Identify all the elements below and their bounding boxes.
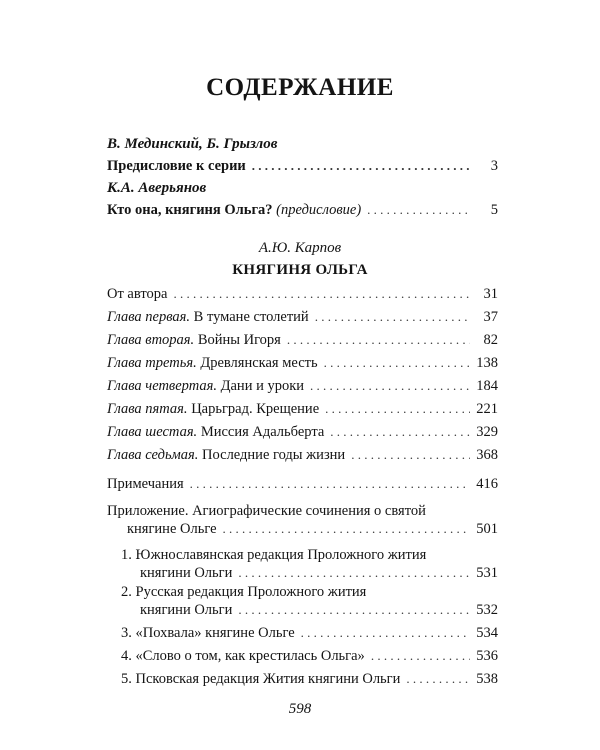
toc-entry-chapter-2[interactable]: [107, 330, 498, 350]
page-number: 531: [476, 565, 498, 581]
entry-label: «Слово о том, как крестилась Ольга»: [135, 648, 365, 664]
entry-label: Древлянская месть: [200, 355, 318, 371]
leader-dots: [252, 156, 470, 176]
book-author: А.Ю. Карпов: [258, 240, 342, 256]
sub-entry-1-line1: [121, 545, 426, 565]
entry-label: Псковская редакция Жития княгини Ольги: [135, 671, 401, 687]
toc-entry-sub-2[interactable]: [140, 600, 498, 620]
leader-dots: [238, 563, 470, 583]
entry-label: Миссия Адальберта: [200, 424, 325, 440]
chapter-number: Глава седьмая.: [107, 447, 199, 463]
leader-dots: [310, 376, 470, 396]
leader-dots: [330, 422, 470, 442]
toc-entry-chapter-5[interactable]: [107, 399, 498, 419]
entry-label: княгини Ольги: [140, 565, 233, 581]
entry-label: княгине Ольге: [127, 521, 217, 537]
chapter-number: Глава шестая.: [107, 424, 198, 440]
page-number: 416: [476, 476, 498, 492]
leader-dots: [315, 307, 470, 327]
page-number: 329: [476, 424, 498, 440]
page-number: 184: [476, 378, 498, 394]
leader-dots: [287, 330, 470, 350]
entry-label: княгини Ольги: [140, 602, 233, 618]
entry-label: Кто она, княгиня Ольга?: [107, 202, 273, 218]
toc-entry-notes[interactable]: [107, 474, 498, 494]
page-number: 536: [476, 648, 498, 664]
page-number: 221: [476, 401, 498, 417]
leader-dots: [371, 646, 470, 666]
leader-dots: [406, 669, 470, 689]
page-number: 3: [490, 158, 498, 174]
entry-label: В тумане столетий: [193, 309, 309, 325]
chapter-number: Глава пятая.: [107, 401, 188, 417]
entry-note: (предисловие): [276, 202, 362, 218]
leader-dots: [324, 353, 470, 373]
leader-dots: [301, 623, 470, 643]
page-number: 538: [476, 671, 498, 687]
entry-label: Примечания: [107, 476, 184, 492]
page-number: 501: [476, 521, 498, 537]
page-number: 368: [476, 447, 498, 463]
entry-label: От автора: [107, 286, 168, 302]
entry-label: Южнославянская редакция Проложного жития: [135, 547, 427, 563]
appendix-label-line1: Приложение. Агиографические сочинения о святой: [107, 503, 426, 519]
preface-author-1: В. Мединский, Б. Грызлов: [107, 136, 278, 152]
leader-dots: [223, 519, 470, 539]
toc-entry-from-author[interactable]: [107, 284, 498, 304]
entry-label: Войны Игоря: [197, 332, 281, 348]
sub-number: 4.: [121, 648, 132, 664]
leader-dots: [238, 600, 470, 620]
entry-label: «Похвала» княгине Ольге: [135, 625, 295, 641]
entry-label: Последние годы жизни: [202, 447, 346, 463]
sub-number: 1.: [121, 547, 132, 563]
sub-entry-2-line1: [121, 582, 366, 602]
toc-entry-sub-3[interactable]: [121, 623, 498, 643]
toc-entry-sub-1[interactable]: [140, 563, 498, 583]
toc-entry-chapter-6[interactable]: [107, 422, 498, 442]
chapter-number: Глава первая.: [107, 309, 191, 325]
preface-author-2: К.А. Аверьянов: [107, 180, 207, 196]
chapter-number: Глава четвертая.: [107, 378, 217, 394]
toc-entry-series-preface[interactable]: [107, 156, 498, 176]
sub-number: 2.: [121, 584, 132, 600]
leader-dots: [190, 474, 470, 494]
toc-entry-chapter-1[interactable]: [107, 307, 498, 327]
page-number: 82: [483, 332, 498, 348]
toc-entry-who-is-olga[interactable]: [107, 200, 498, 220]
sub-number: 3.: [121, 625, 132, 641]
page-title: СОДЕРЖАНИЕ: [206, 74, 394, 101]
book-title: КНЯГИНЯ ОЛЬГА: [232, 262, 368, 278]
entry-label: Царьград. Крещение: [191, 401, 320, 417]
page-number: 534: [476, 625, 498, 641]
page-number: 138: [476, 355, 498, 371]
leader-dots: [367, 200, 470, 220]
page-number: 532: [476, 602, 498, 618]
entry-label: Дани и уроки: [220, 378, 305, 394]
entry-label: Предисловие к серии: [107, 158, 246, 174]
toc-entry-chapter-3[interactable]: [107, 353, 498, 373]
toc-entry-sub-4[interactable]: [121, 646, 498, 666]
toc-entry-appendix[interactable]: [127, 519, 498, 539]
chapter-number: Глава третья.: [107, 355, 197, 371]
toc-entry-chapter-4[interactable]: [107, 376, 498, 396]
page-folio: 598: [288, 701, 312, 717]
page-number: 5: [490, 202, 498, 218]
chapter-number: Глава вторая.: [107, 332, 195, 348]
toc-entry-chapter-7[interactable]: [107, 445, 498, 465]
sub-number: 5.: [121, 671, 132, 687]
page-number: 37: [483, 309, 498, 325]
entry-label: Русская редакция Проложного жития: [135, 584, 367, 600]
leader-dots: [173, 284, 470, 304]
leader-dots: [325, 399, 470, 419]
leader-dots: [351, 445, 470, 465]
page-number: 31: [483, 286, 498, 302]
toc-entry-sub-5[interactable]: [121, 669, 498, 689]
